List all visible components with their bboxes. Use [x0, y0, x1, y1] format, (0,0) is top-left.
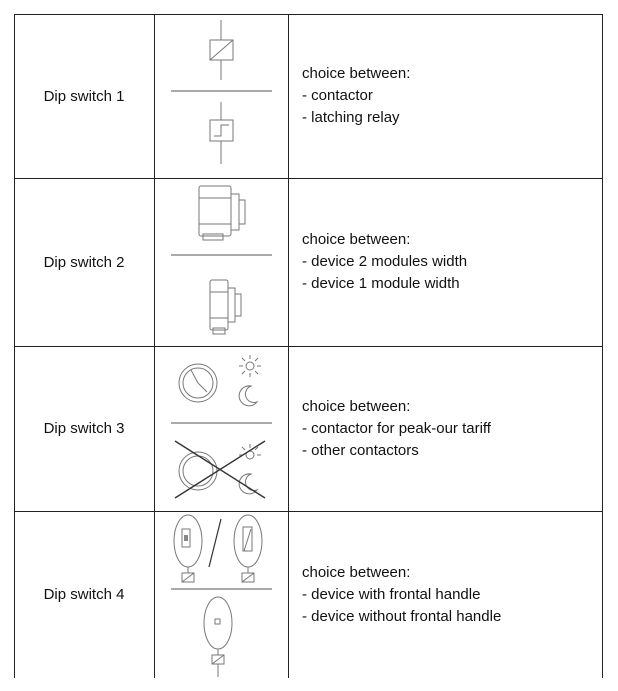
table-row — [14, 14, 603, 178]
dip-switch-label: Dip switch 1 — [43, 87, 125, 105]
table-row — [14, 178, 603, 346]
table-row — [14, 511, 603, 678]
choice-heading: choice between: — [302, 231, 411, 248]
device-without-frontal-handle-icon — [155, 511, 288, 678]
table-row — [14, 346, 603, 511]
dip-switch-label: Dip switch 3 — [43, 420, 125, 437]
crossed-clock-sun-moon-icon — [155, 346, 288, 511]
option-description — [302, 14, 602, 178]
dip-switch-label: Dip switch 2 — [43, 253, 125, 271]
option-description — [302, 178, 602, 346]
latching-relay-coil-icon — [155, 14, 288, 178]
choice-heading: choice between: — [302, 563, 411, 581]
option-item: - device 2 modules width — [302, 253, 468, 270]
option-item: - latching relay — [302, 109, 400, 126]
option-item: - contactor — [302, 87, 373, 104]
dip-switch-label: Dip switch 4 — [43, 586, 125, 603]
choice-heading: choice between: — [302, 397, 411, 415]
option-description — [302, 346, 602, 511]
choice-heading: choice between: — [302, 65, 411, 82]
option-item: - other contactors — [302, 441, 419, 459]
option-item: - device with frontal handle — [302, 585, 481, 603]
option-item: - contactor for peak-our tariff — [302, 419, 491, 437]
option-item: - device without frontal handle — [302, 607, 502, 625]
dip-switch-table — [14, 14, 603, 678]
option-item: - device 1 module width — [302, 275, 460, 292]
one-module-device-icon — [155, 178, 288, 346]
option-description — [302, 511, 602, 678]
